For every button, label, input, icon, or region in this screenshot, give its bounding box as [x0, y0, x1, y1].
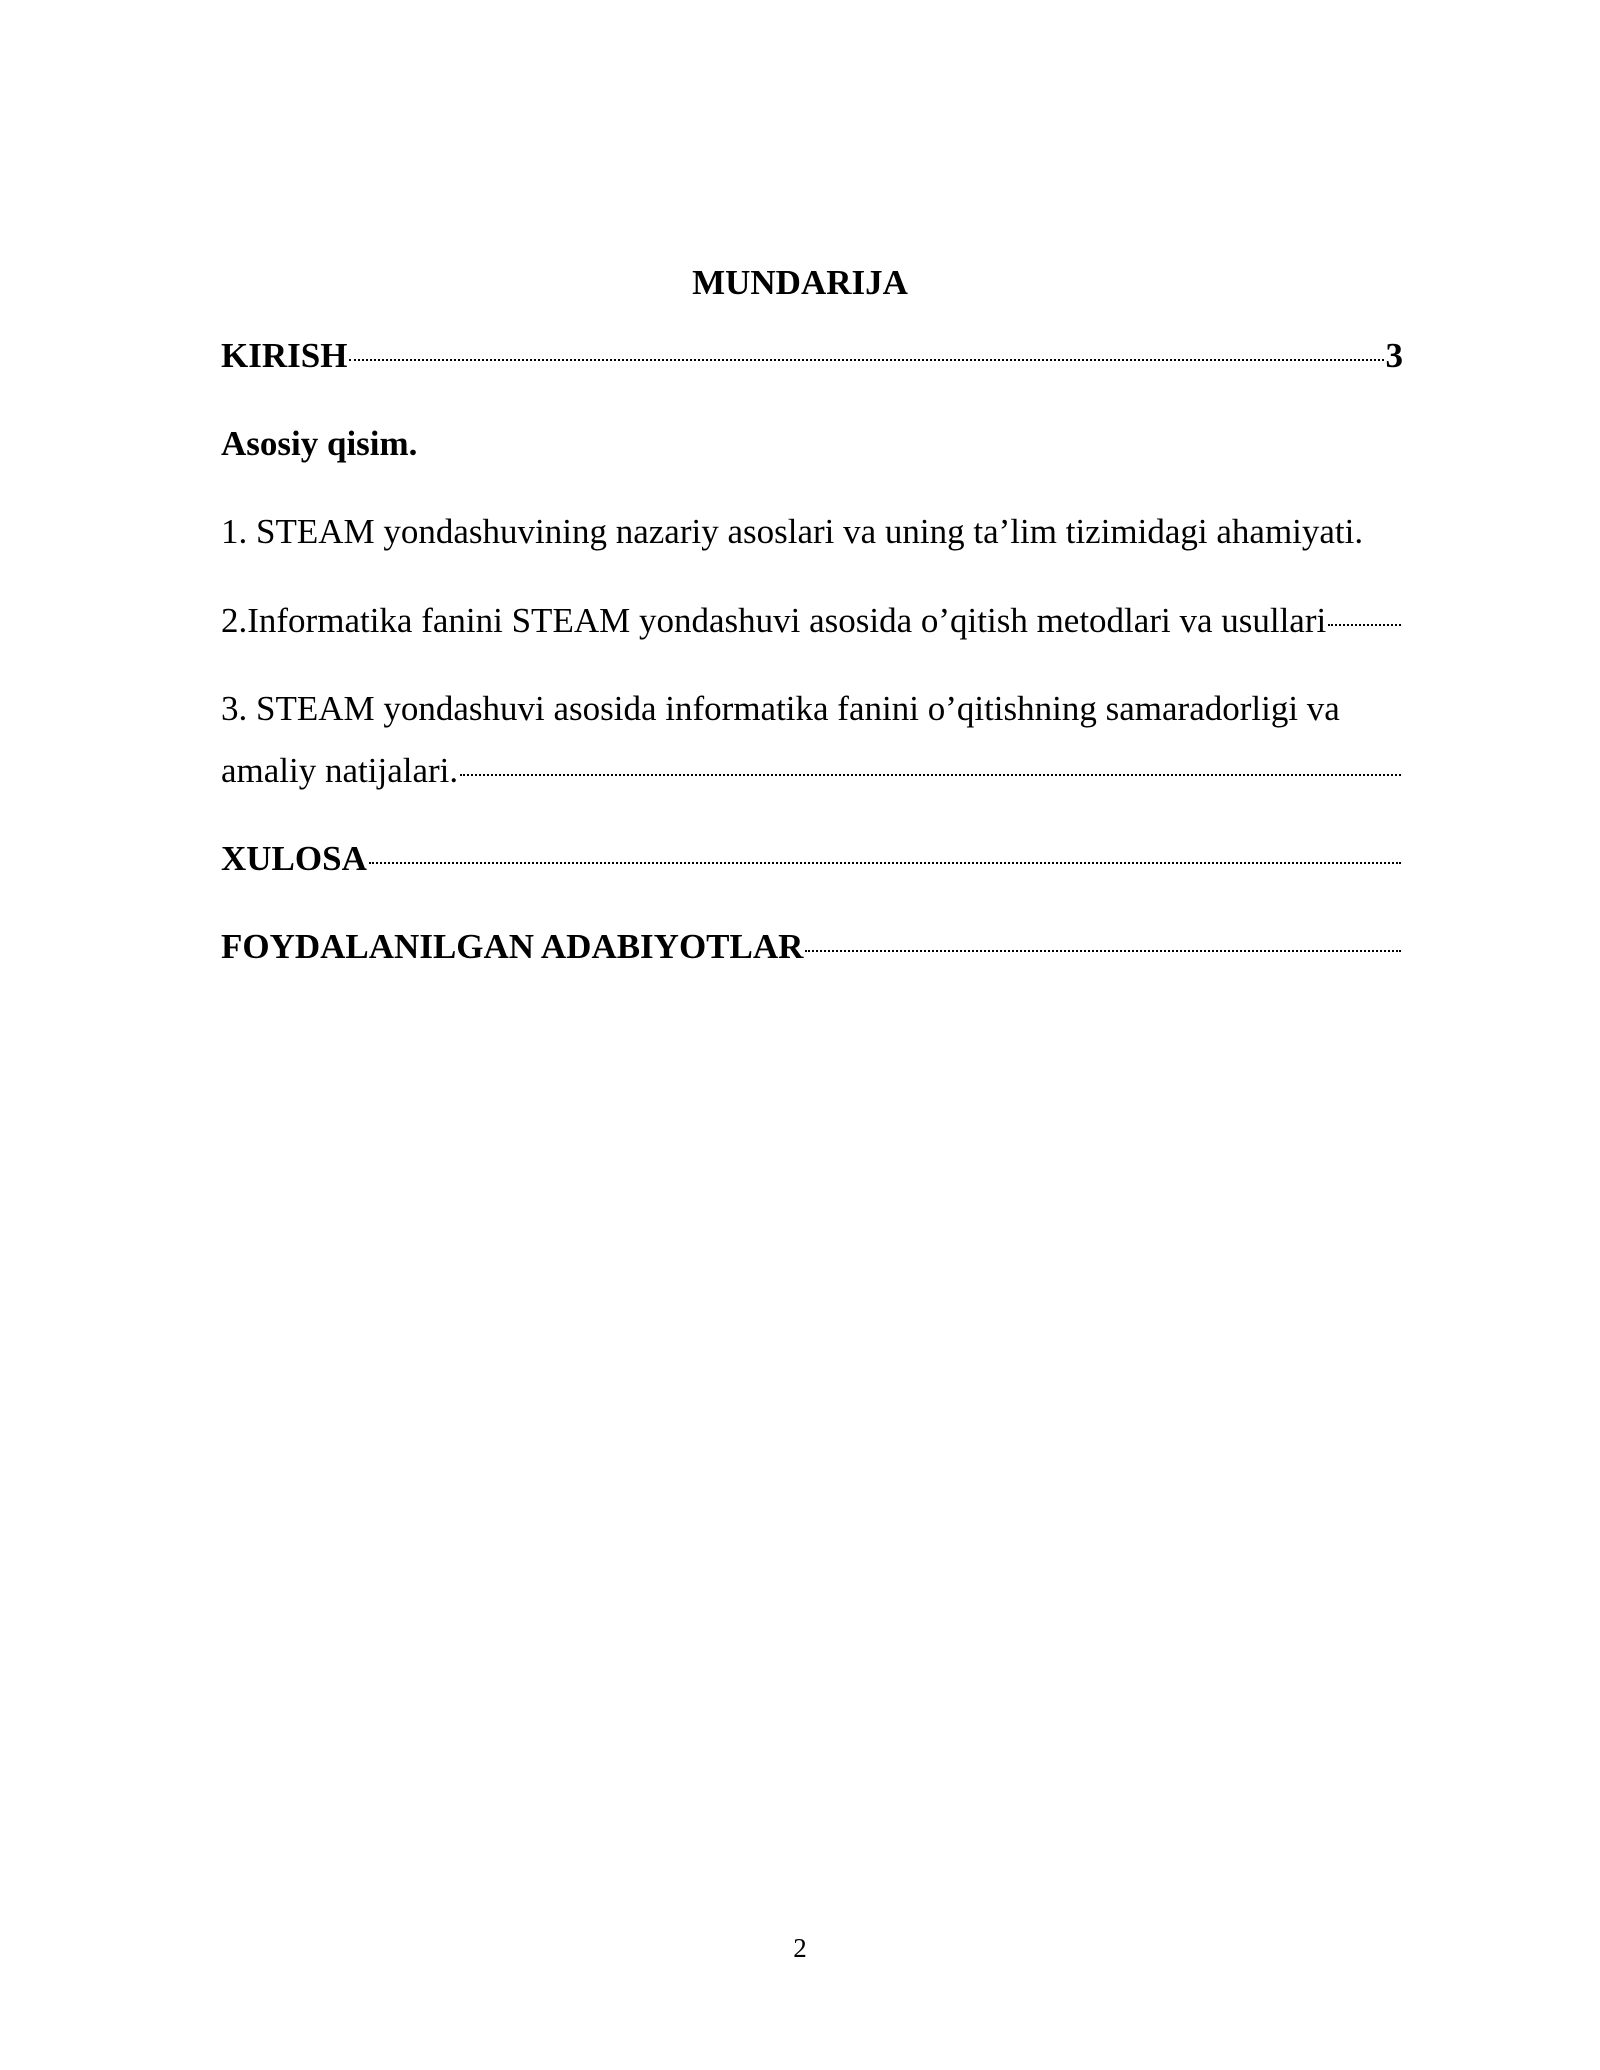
toc-entry-label: 1. STEAM yondashuvining nazariy asoslari va uning ta’lim tizimidagi ahamiyati.	[221, 512, 1364, 551]
toc-entry-item-3-line-2[interactable]	[221, 746, 1403, 796]
toc-dot-leader	[369, 862, 1401, 864]
toc-entry-label: amaliy natijalari.	[221, 751, 459, 790]
toc-section-label: Asosiy qisim.	[221, 424, 418, 463]
toc-dot-leader	[805, 950, 1401, 952]
toc-dot-leader	[349, 359, 1383, 361]
toc-entry-item-2[interactable]	[221, 596, 1403, 646]
toc-entry-label: 3. STEAM yondashuvi asosida informatika fanini o’qitishning samaradorligi va	[221, 689, 1340, 728]
toc-entry-label: 2.Informatika fanini STEAM yondashuvi asosida o’qitish metodlari va usullari	[221, 601, 1327, 640]
toc-entry-page-number: 3	[1385, 336, 1403, 375]
toc-dot-leader	[460, 774, 1401, 776]
toc-section-heading	[221, 419, 1403, 469]
toc-entry-adabiyotlar[interactable]	[221, 922, 1403, 972]
toc-entry-label: XULOSA	[221, 839, 367, 878]
toc-entry-item-1[interactable]	[221, 507, 1421, 557]
toc-title: MUNDARIJA	[692, 263, 908, 302]
page-number: 2	[793, 1933, 807, 1963]
toc-entry-kirish[interactable]	[221, 331, 1403, 381]
toc-entry-label: FOYDALANILGAN ADABIYOTLAR	[221, 927, 804, 966]
toc-entry-label: KIRISH	[221, 336, 348, 375]
toc-entry-item-3-line-1[interactable]	[221, 684, 1403, 734]
toc-dot-leader	[1328, 624, 1401, 626]
toc-entry-xulosa[interactable]	[221, 834, 1403, 884]
